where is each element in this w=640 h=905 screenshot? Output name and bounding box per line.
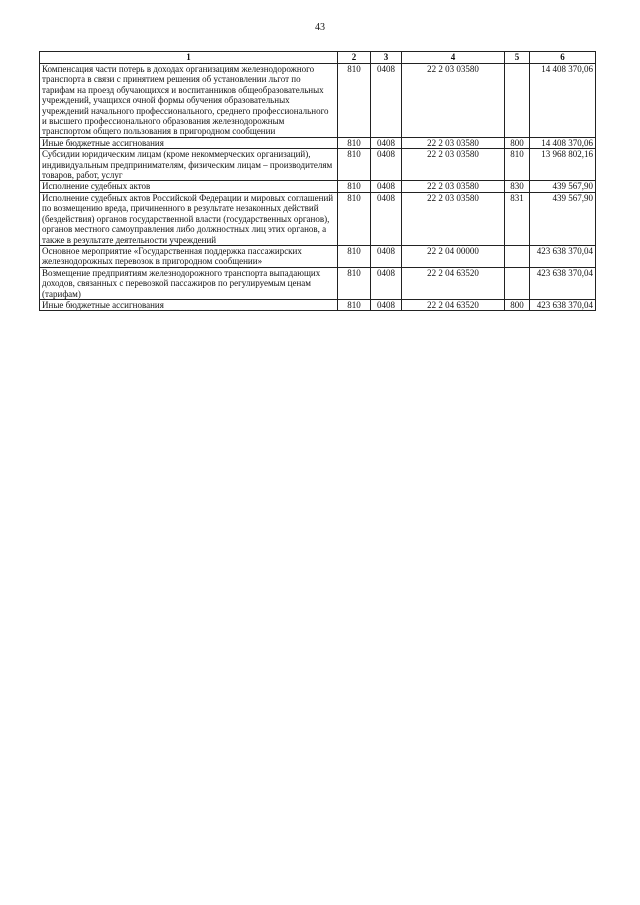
row-target-article: 22 2 03 03580 (402, 137, 505, 148)
row-target-article: 22 2 03 03580 (402, 64, 505, 138)
row-section-code: 0408 (371, 192, 402, 245)
row-section-code: 0408 (371, 299, 402, 310)
row-section-code: 0408 (371, 181, 402, 192)
row-target-article: 22 2 03 03580 (402, 149, 505, 181)
row-target-article: 22 2 04 63520 (402, 299, 505, 310)
row-amount: 423 638 370,04 (530, 299, 596, 310)
row-ministry-code: 810 (338, 267, 371, 299)
row-expense-type (505, 245, 530, 267)
table-header-row (40, 52, 596, 64)
table-row (40, 149, 596, 181)
row-amount: 14 408 370,06 (530, 137, 596, 148)
table-row (40, 137, 596, 148)
row-ministry-code: 810 (338, 192, 371, 245)
table-row (40, 245, 596, 267)
row-name: Возмещение предприятиям железнодорожного транспорта выпадающих доходов, связанных с перевозкой пассажиров по регулируемым ценам (тарифам) (40, 267, 338, 299)
row-expense-type: 800 (505, 299, 530, 310)
row-target-article: 22 2 04 63520 (402, 267, 505, 299)
row-expense-type: 810 (505, 149, 530, 181)
table-row (40, 192, 596, 245)
row-amount: 439 567,90 (530, 192, 596, 245)
row-ministry-code: 810 (338, 245, 371, 267)
row-ministry-code: 810 (338, 299, 371, 310)
column-header-3: 3 (371, 52, 402, 64)
budget-table (39, 51, 596, 311)
row-ministry-code: 810 (338, 64, 371, 138)
row-target-article: 22 2 03 03580 (402, 192, 505, 245)
column-header-4: 4 (402, 52, 505, 64)
row-expense-type (505, 64, 530, 138)
column-header-5: 5 (505, 52, 530, 64)
row-name: Компенсация части потерь в доходах организациям железнодорожного транспорта в связи с принятием решения об установлении льгот по тарифам на проезд обучающихся и воспитанников общеобразовательных учреждений, учащихся очной формы обучения образовательных учреждений начального профессионального, среднего профессионального и высшего профессионального образования железнодорожным транспортом общего пользования в пригородном сообщении (40, 64, 338, 138)
row-expense-type: 831 (505, 192, 530, 245)
row-target-article: 22 2 04 00000 (402, 245, 505, 267)
row-expense-type: 800 (505, 137, 530, 148)
row-section-code: 0408 (371, 64, 402, 138)
table-row (40, 267, 596, 299)
row-amount: 14 408 370,06 (530, 64, 596, 138)
row-section-code: 0408 (371, 149, 402, 181)
row-amount: 13 968 802,16 (530, 149, 596, 181)
row-target-article: 22 2 03 03580 (402, 181, 505, 192)
row-section-code: 0408 (371, 245, 402, 267)
table-row (40, 64, 596, 138)
table-row (40, 299, 596, 310)
column-header-6: 6 (530, 52, 596, 64)
row-expense-type: 830 (505, 181, 530, 192)
row-name: Исполнение судебных актов (40, 181, 338, 192)
row-name: Исполнение судебных актов Российской Федерации и мировых соглашений по возмещению вреда, причиненного в результате незаконных действий (бездействия) органов государственной власти (государственных органов), органов местного самоуправления либо должностных лиц этих органов, а также в результате деятельности учреждений (40, 192, 338, 245)
row-expense-type (505, 267, 530, 299)
row-amount: 423 638 370,04 (530, 267, 596, 299)
row-ministry-code: 810 (338, 149, 371, 181)
row-ministry-code: 810 (338, 137, 371, 148)
row-ministry-code: 810 (338, 181, 371, 192)
row-name: Иные бюджетные ассигнования (40, 137, 338, 148)
row-name: Иные бюджетные ассигнования (40, 299, 338, 310)
table-row (40, 181, 596, 192)
row-section-code: 0408 (371, 267, 402, 299)
page-number: 43 (315, 22, 325, 33)
row-name: Основное мероприятие «Государственная поддержка пассажирских железнодорожных перевозок в пригородном сообщении» (40, 245, 338, 267)
row-section-code: 0408 (371, 137, 402, 148)
row-amount: 439 567,90 (530, 181, 596, 192)
row-amount: 423 638 370,04 (530, 245, 596, 267)
column-header-2: 2 (338, 52, 371, 64)
column-header-1: 1 (40, 52, 338, 64)
row-name: Субсидии юридическим лицам (кроме некоммерческих организаций), индивидуальным предпринимателям, физическим лицам – производителям товаров, работ, услуг (40, 149, 338, 181)
